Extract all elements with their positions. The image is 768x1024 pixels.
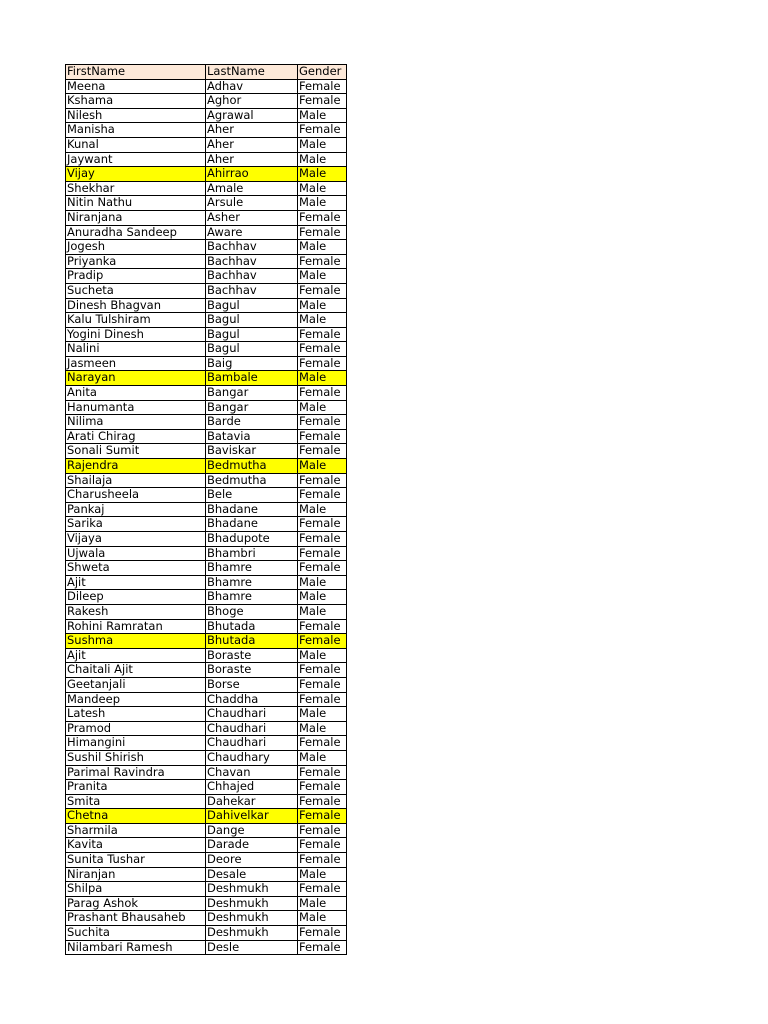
cell-firstname[interactable]: Parag Ashok: [66, 896, 206, 911]
table-row: [66, 210, 347, 225]
table-row: [66, 750, 347, 765]
table-row: [66, 648, 347, 663]
table-row: [66, 444, 347, 459]
cell-gender[interactable]: Male: [298, 137, 347, 152]
cell-firstname[interactable]: Shailaja: [66, 473, 206, 488]
names-table-body: [66, 65, 347, 955]
cell-firstname[interactable]: Vijay: [66, 167, 206, 182]
cell-lastname[interactable]: Bangar: [206, 400, 298, 415]
cell-gender[interactable]: Male: [298, 400, 347, 415]
cell-gender[interactable]: Female: [298, 634, 347, 649]
cell-lastname[interactable]: Agrawal: [206, 108, 298, 123]
cell-gender[interactable]: Female: [298, 940, 347, 955]
cell-lastname[interactable]: Bhambri: [206, 546, 298, 561]
cell-gender[interactable]: Female: [298, 94, 347, 109]
cell-lastname[interactable]: Bagul: [206, 342, 298, 357]
cell-firstname[interactable]: Rajendra: [66, 459, 206, 474]
cell-firstname[interactable]: Niranjan: [66, 867, 206, 882]
cell-gender[interactable]: Female: [298, 327, 347, 342]
cell-gender[interactable]: Male: [298, 648, 347, 663]
cell-lastname[interactable]: Borse: [206, 677, 298, 692]
cell-firstname[interactable]: Chaitali Ajit: [66, 663, 206, 678]
cell-lastname[interactable]: Bagul: [206, 298, 298, 313]
table-row: [66, 619, 347, 634]
cell-gender[interactable]: Female: [298, 853, 347, 868]
cell-lastname[interactable]: Asher: [206, 210, 298, 225]
cell-gender[interactable]: Male: [298, 196, 347, 211]
table-row: [66, 181, 347, 196]
cell-gender[interactable]: Male: [298, 459, 347, 474]
cell-lastname[interactable]: Deshmukh: [206, 926, 298, 941]
cell-firstname[interactable]: Kavita: [66, 838, 206, 853]
cell-firstname[interactable]: Sushma: [66, 634, 206, 649]
cell-lastname[interactable]: Aware: [206, 225, 298, 240]
table-row: [66, 459, 347, 474]
cell-gender[interactable]: Male: [298, 896, 347, 911]
cell-gender[interactable]: Female: [298, 254, 347, 269]
cell-lastname[interactable]: Baviskar: [206, 444, 298, 459]
table-row: [66, 327, 347, 342]
cell-gender[interactable]: Female: [298, 926, 347, 941]
table-row: [66, 269, 347, 284]
cell-firstname[interactable]: Kalu Tulshiram: [66, 313, 206, 328]
table-row: [66, 108, 347, 123]
cell-firstname[interactable]: Charusheela: [66, 488, 206, 503]
cell-firstname[interactable]: Anita: [66, 386, 206, 401]
cell-firstname[interactable]: Sucheta: [66, 283, 206, 298]
cell-gender[interactable]: Male: [298, 750, 347, 765]
table-row: [66, 546, 347, 561]
cell-gender[interactable]: Male: [298, 911, 347, 926]
cell-lastname[interactable]: Dahekar: [206, 794, 298, 809]
cell-firstname[interactable]: Himangini: [66, 736, 206, 751]
cell-gender[interactable]: Female: [298, 488, 347, 503]
table-row: [66, 575, 347, 590]
cell-lastname[interactable]: Boraste: [206, 663, 298, 678]
table-row: [66, 780, 347, 795]
cell-firstname[interactable]: Jasmeen: [66, 356, 206, 371]
cell-gender[interactable]: Female: [298, 444, 347, 459]
cell-gender[interactable]: Female: [298, 794, 347, 809]
cell-firstname[interactable]: Geetanjali: [66, 677, 206, 692]
table-row: [66, 137, 347, 152]
cell-lastname[interactable]: Arsule: [206, 196, 298, 211]
cell-firstname[interactable]: Meena: [66, 79, 206, 94]
cell-lastname[interactable]: Bedmutha: [206, 459, 298, 474]
cell-gender[interactable]: Female: [298, 517, 347, 532]
cell-lastname[interactable]: Dange: [206, 823, 298, 838]
table-row: [66, 867, 347, 882]
cell-lastname[interactable]: Bhamre: [206, 561, 298, 576]
cell-lastname[interactable]: Bhadane: [206, 517, 298, 532]
header-firstname[interactable]: FirstName: [66, 65, 206, 80]
cell-gender[interactable]: Female: [298, 79, 347, 94]
cell-gender[interactable]: Male: [298, 152, 347, 167]
table-row: [66, 488, 347, 503]
cell-firstname[interactable]: Rohini Ramratan: [66, 619, 206, 634]
table-row: [66, 926, 347, 941]
cell-firstname[interactable]: Anuradha Sandeep: [66, 225, 206, 240]
table-row: [66, 79, 347, 94]
cell-firstname[interactable]: Chetna: [66, 809, 206, 824]
table-row: [66, 298, 347, 313]
cell-gender[interactable]: Female: [298, 123, 347, 138]
cell-firstname[interactable]: Kunal: [66, 137, 206, 152]
table-row: [66, 532, 347, 547]
cell-lastname[interactable]: Bangar: [206, 386, 298, 401]
cell-gender[interactable]: Female: [298, 882, 347, 897]
cell-gender[interactable]: Male: [298, 575, 347, 590]
cell-firstname[interactable]: Ujwala: [66, 546, 206, 561]
cell-gender[interactable]: Female: [298, 415, 347, 430]
cell-gender[interactable]: Male: [298, 298, 347, 313]
cell-firstname[interactable]: Niranjana: [66, 210, 206, 225]
cell-firstname[interactable]: Nilambari Ramesh: [66, 940, 206, 955]
cell-lastname[interactable]: Bhoge: [206, 604, 298, 619]
table-row: [66, 940, 347, 955]
table-row: [66, 429, 347, 444]
table-row: [66, 692, 347, 707]
cell-lastname[interactable]: Bachhav: [206, 240, 298, 255]
table-row: [66, 240, 347, 255]
cell-lastname[interactable]: Bhamre: [206, 590, 298, 605]
table-row: [66, 313, 347, 328]
cell-firstname[interactable]: Sarika: [66, 517, 206, 532]
cell-gender[interactable]: Male: [298, 181, 347, 196]
cell-gender[interactable]: Female: [298, 210, 347, 225]
cell-gender[interactable]: Female: [298, 823, 347, 838]
header-row: [66, 65, 347, 80]
table-row: [66, 123, 347, 138]
cell-firstname[interactable]: Priyanka: [66, 254, 206, 269]
cell-firstname[interactable]: Vijaya: [66, 532, 206, 547]
cell-firstname[interactable]: Hanumanta: [66, 400, 206, 415]
cell-lastname[interactable]: Batavia: [206, 429, 298, 444]
table-row: [66, 356, 347, 371]
cell-firstname[interactable]: Ajit: [66, 648, 206, 663]
cell-lastname[interactable]: Aghor: [206, 94, 298, 109]
cell-gender[interactable]: Female: [298, 546, 347, 561]
table-row: [66, 721, 347, 736]
cell-firstname[interactable]: Manisha: [66, 123, 206, 138]
cell-firstname[interactable]: Shilpa: [66, 882, 206, 897]
table-row: [66, 809, 347, 824]
cell-firstname[interactable]: Nilesh: [66, 108, 206, 123]
cell-firstname[interactable]: Dinesh Bhagvan: [66, 298, 206, 313]
cell-gender[interactable]: Female: [298, 838, 347, 853]
table-row: [66, 94, 347, 109]
cell-firstname[interactable]: Shweta: [66, 561, 206, 576]
cell-firstname[interactable]: Suchita: [66, 926, 206, 941]
cell-gender[interactable]: Male: [298, 590, 347, 605]
cell-gender[interactable]: Male: [298, 108, 347, 123]
cell-lastname[interactable]: Bedmutha: [206, 473, 298, 488]
table-row: [66, 196, 347, 211]
table-row: [66, 517, 347, 532]
cell-gender[interactable]: Female: [298, 765, 347, 780]
cell-firstname[interactable]: Parimal Ravindra: [66, 765, 206, 780]
cell-firstname[interactable]: Sonali Sumit: [66, 444, 206, 459]
cell-lastname[interactable]: Chaudhari: [206, 707, 298, 722]
cell-gender[interactable]: Female: [298, 677, 347, 692]
cell-lastname[interactable]: Deore: [206, 853, 298, 868]
cell-lastname[interactable]: Boraste: [206, 648, 298, 663]
table-row: [66, 400, 347, 415]
cell-firstname[interactable]: Yogini Dinesh: [66, 327, 206, 342]
table-row: [66, 561, 347, 576]
cell-lastname[interactable]: Aher: [206, 123, 298, 138]
cell-lastname[interactable]: Barde: [206, 415, 298, 430]
cell-gender[interactable]: Male: [298, 604, 347, 619]
cell-gender[interactable]: Female: [298, 561, 347, 576]
cell-firstname[interactable]: Sunita Tushar: [66, 853, 206, 868]
cell-gender[interactable]: Female: [298, 473, 347, 488]
cell-lastname[interactable]: Bhutada: [206, 619, 298, 634]
cell-lastname[interactable]: Bambale: [206, 371, 298, 386]
cell-lastname[interactable]: Amale: [206, 181, 298, 196]
cell-firstname[interactable]: Latesh: [66, 707, 206, 722]
cell-gender[interactable]: Female: [298, 619, 347, 634]
cell-lastname[interactable]: Bachhav: [206, 254, 298, 269]
cell-lastname[interactable]: Aher: [206, 137, 298, 152]
cell-lastname[interactable]: Bele: [206, 488, 298, 503]
cell-gender[interactable]: Male: [298, 167, 347, 182]
cell-gender[interactable]: Male: [298, 867, 347, 882]
cell-firstname[interactable]: Nitin Nathu: [66, 196, 206, 211]
cell-lastname[interactable]: Desle: [206, 940, 298, 955]
cell-firstname[interactable]: Pankaj: [66, 502, 206, 517]
table-row: [66, 604, 347, 619]
table-row: [66, 502, 347, 517]
table-row: [66, 342, 347, 357]
cell-lastname[interactable]: Bhadupote: [206, 532, 298, 547]
cell-gender[interactable]: Female: [298, 692, 347, 707]
cell-firstname[interactable]: Narayan: [66, 371, 206, 386]
table-row: [66, 371, 347, 386]
cell-gender[interactable]: Male: [298, 721, 347, 736]
table-row: [66, 765, 347, 780]
cell-gender[interactable]: Female: [298, 780, 347, 795]
table-row: [66, 882, 347, 897]
table-row: [66, 896, 347, 911]
table-row: [66, 254, 347, 269]
table-row: [66, 794, 347, 809]
cell-gender[interactable]: Male: [298, 313, 347, 328]
table-row: [66, 634, 347, 649]
cell-gender[interactable]: Female: [298, 663, 347, 678]
table-row: [66, 167, 347, 182]
cell-firstname[interactable]: Dileep: [66, 590, 206, 605]
cell-firstname[interactable]: Shekhar: [66, 181, 206, 196]
cell-firstname[interactable]: Kshama: [66, 94, 206, 109]
cell-lastname[interactable]: Ahirrao: [206, 167, 298, 182]
cell-lastname[interactable]: Bachhav: [206, 283, 298, 298]
cell-gender[interactable]: Male: [298, 707, 347, 722]
cell-gender[interactable]: Female: [298, 532, 347, 547]
cell-lastname[interactable]: Desale: [206, 867, 298, 882]
cell-lastname[interactable]: Bagul: [206, 327, 298, 342]
table-row: [66, 853, 347, 868]
cell-lastname[interactable]: Deshmukh: [206, 896, 298, 911]
cell-lastname[interactable]: Deshmukh: [206, 882, 298, 897]
cell-lastname[interactable]: Chaudhari: [206, 736, 298, 751]
table-row: [66, 707, 347, 722]
cell-firstname[interactable]: Jogesh: [66, 240, 206, 255]
table-row: [66, 663, 347, 678]
cell-lastname[interactable]: Bagul: [206, 313, 298, 328]
cell-lastname[interactable]: Baig: [206, 356, 298, 371]
table-row: [66, 473, 347, 488]
cell-lastname[interactable]: Bhadane: [206, 502, 298, 517]
table-row: [66, 911, 347, 926]
cell-firstname[interactable]: Nalini: [66, 342, 206, 357]
cell-lastname[interactable]: Aher: [206, 152, 298, 167]
cell-gender[interactable]: Female: [298, 283, 347, 298]
cell-gender[interactable]: Female: [298, 809, 347, 824]
table-row: [66, 415, 347, 430]
cell-lastname[interactable]: Bachhav: [206, 269, 298, 284]
cell-firstname[interactable]: Pramod: [66, 721, 206, 736]
cell-gender[interactable]: Male: [298, 269, 347, 284]
cell-firstname[interactable]: Smita: [66, 794, 206, 809]
cell-firstname[interactable]: Mandeep: [66, 692, 206, 707]
cell-lastname[interactable]: Bhamre: [206, 575, 298, 590]
cell-gender[interactable]: Female: [298, 429, 347, 444]
cell-gender[interactable]: Male: [298, 371, 347, 386]
cell-firstname[interactable]: Rakesh: [66, 604, 206, 619]
cell-lastname[interactable]: Deshmukh: [206, 911, 298, 926]
names-table: [65, 64, 347, 955]
cell-firstname[interactable]: Ajit: [66, 575, 206, 590]
cell-lastname[interactable]: Dahivelkar: [206, 809, 298, 824]
cell-gender[interactable]: Female: [298, 736, 347, 751]
cell-lastname[interactable]: Chaddha: [206, 692, 298, 707]
cell-firstname[interactable]: Pranita: [66, 780, 206, 795]
cell-gender[interactable]: Female: [298, 386, 347, 401]
cell-firstname[interactable]: Sharmila: [66, 823, 206, 838]
cell-lastname[interactable]: Chaudhary: [206, 750, 298, 765]
cell-firstname[interactable]: Arati Chirag: [66, 429, 206, 444]
cell-lastname[interactable]: Chaudhari: [206, 721, 298, 736]
table-row: [66, 225, 347, 240]
cell-firstname[interactable]: Pradip: [66, 269, 206, 284]
table-row: [66, 838, 347, 853]
cell-gender[interactable]: Female: [298, 225, 347, 240]
table-row: [66, 677, 347, 692]
table-row: [66, 283, 347, 298]
cell-gender[interactable]: Male: [298, 502, 347, 517]
cell-gender[interactable]: Male: [298, 240, 347, 255]
table-row: [66, 152, 347, 167]
table-row: [66, 590, 347, 605]
header-lastname[interactable]: LastName: [206, 65, 298, 80]
cell-firstname[interactable]: Nilima: [66, 415, 206, 430]
header-gender[interactable]: Gender: [298, 65, 347, 80]
table-row: [66, 736, 347, 751]
cell-gender[interactable]: Female: [298, 356, 347, 371]
cell-lastname[interactable]: Chhajed: [206, 780, 298, 795]
cell-lastname[interactable]: Chavan: [206, 765, 298, 780]
cell-lastname[interactable]: Adhav: [206, 79, 298, 94]
cell-firstname[interactable]: Prashant Bhausaheb: [66, 911, 206, 926]
cell-gender[interactable]: Female: [298, 342, 347, 357]
cell-firstname[interactable]: Sushil Shirish: [66, 750, 206, 765]
table-row: [66, 386, 347, 401]
cell-firstname[interactable]: Jaywant: [66, 152, 206, 167]
cell-lastname[interactable]: Darade: [206, 838, 298, 853]
cell-lastname[interactable]: Bhutada: [206, 634, 298, 649]
table-row: [66, 823, 347, 838]
